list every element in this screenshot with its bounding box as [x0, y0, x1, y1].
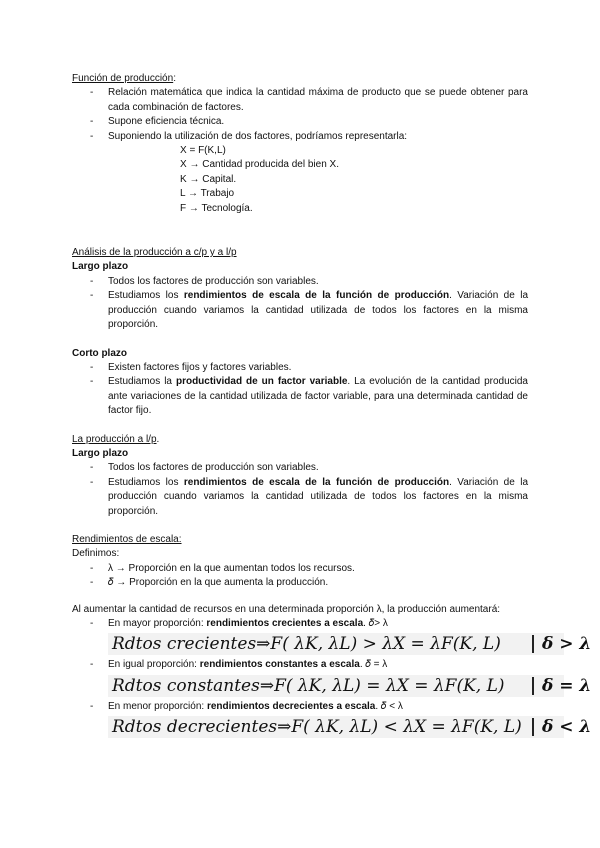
list-item: - 𝛿 → Proporción en la que aumenta la producción. — [90, 577, 329, 589]
list-definiciones — [72, 562, 528, 591]
formula-divider — [532, 718, 534, 736]
list-item: - Relación matemática que indica la cantidad máxima de producto que se puede obtener para cada combinación de factores. — [90, 87, 528, 113]
def-line: F → Tecnología. — [180, 202, 253, 214]
def-line: X = F(K,L) — [180, 145, 226, 157]
document-page — [72, 72, 592, 741]
formula-divider — [532, 635, 534, 653]
def-line: K → Capital. — [180, 173, 237, 185]
list-item-decrecientes: - En menor proporción: rendimientos decrecientes a escala. 𝛿 < λ — [90, 700, 403, 712]
list-item: - Todos los factores de producción son variables. — [90, 275, 319, 287]
list-item: - Estudiamos la productividad de un factor variable. La evolución de la cantidad producida ante variaciones de la cantidad utilizada de factor variable, para una determinada cantidad de factor fijo. — [90, 376, 528, 417]
formula-decrecientes — [108, 716, 592, 738]
subheading-largo-plazo: Largo plazo — [72, 261, 129, 273]
list-item: - Suponiendo la utilización de dos factores, podríamos representarla: — [90, 130, 408, 142]
formula-rhs: δ = λ — [542, 675, 592, 696]
heading-rendimientos: Rendimientos de escala: — [72, 533, 182, 545]
list-casos — [72, 658, 528, 672]
list-casos — [72, 617, 528, 631]
list-funcion — [72, 86, 528, 144]
subheading-largo-plazo-2: Largo plazo — [72, 447, 129, 459]
formula-crecientes — [108, 633, 592, 655]
list-largo-plazo-2 — [72, 461, 528, 519]
def-line: X → Cantidad producida del bien X. — [180, 159, 339, 171]
formula-rhs: δ < λ — [542, 717, 592, 738]
heading-funcion-produccion: Función de producción — [72, 73, 174, 84]
formula-rhs: δ > λ — [542, 634, 592, 655]
list-item: - Estudiamos los rendimientos de escala de la función de producción. Variación de la producción cuando variamos la cantidad utilizada de todos los factores en la misma proporción. — [90, 290, 529, 331]
paragraph-aumentar: Al aumentar la cantidad de recursos en una determinada proporción λ, la producción aumentará: — [72, 603, 501, 615]
list-item-crecientes: - En mayor proporción: rendimientos crecientes a escala. 𝛿> λ — [90, 618, 388, 629]
formula-constantes — [108, 675, 592, 697]
list-item: - Supone eficiencia técnica. — [90, 116, 225, 128]
list-item: - λ → Proporción en la que aumentan todos los recursos. — [90, 562, 355, 574]
heading-analisis: Análisis de la producción a c/p y a l/p — [72, 247, 237, 259]
list-corto-plazo — [72, 361, 528, 419]
list-item-constantes: - En igual proporción: rendimientos constantes a escala. 𝛿 = λ — [90, 659, 388, 671]
formula-lhs: Rdtos constantes⇒F( λK, λL) = λX = λF(K, L) — [112, 675, 505, 696]
list-item: - Estudiamos los rendimientos de escala de la función de producción. Variación de la producción cuando variamos la cantidad utilizada de todos los factores en la misma proporción. — [90, 476, 529, 517]
heading-produccion-lp: La producción a l/p — [72, 433, 157, 445]
section-funcion: Función de producción: — [72, 73, 176, 84]
list-item: - Existen factores fijos y factores variables. — [90, 361, 292, 373]
formula-divider — [532, 677, 534, 695]
def-line: L → Trabajo — [180, 188, 235, 200]
formula-lhs: Rdtos crecientes⇒F( λK, λL) > λX = λF(K, L) — [112, 634, 501, 655]
subheading-corto-plazo: Corto plazo — [72, 347, 127, 359]
list-item: - Todos los factores de producción son variables. — [90, 462, 319, 474]
intro-definimos: Definimos: — [72, 548, 120, 560]
section-produccion-lp: La producción a l/p. — [72, 433, 160, 445]
list-largo-plazo — [72, 275, 528, 333]
list-casos — [72, 700, 528, 714]
formula-lhs: Rdtos decrecientes⇒F( λK, λL) < λX = λF(K, L) — [112, 717, 522, 738]
